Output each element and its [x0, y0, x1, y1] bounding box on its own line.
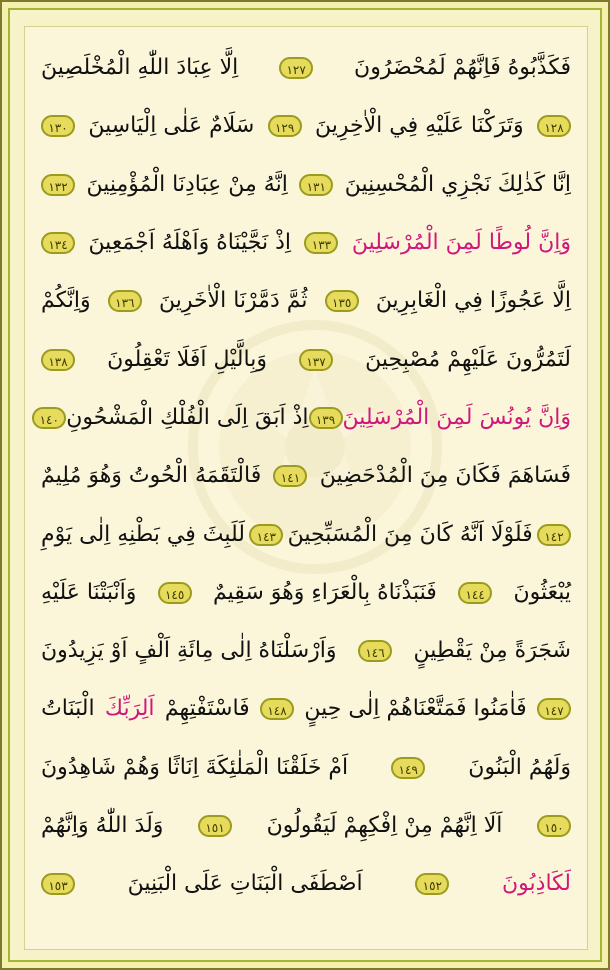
verse-text: يُبْعَثُونَ: [513, 579, 571, 605]
ayah-number-marker: ١٢٩: [268, 115, 302, 137]
verse-text: اِذْ اَبَقَ اِلَى الْفُلْكِ الْمَشْحُونِ: [66, 404, 309, 430]
text-line: [25, 739, 587, 797]
ayah-number-marker: ١٣٢: [41, 174, 75, 196]
ayah-number-marker: ١٣٠: [41, 115, 75, 137]
ayah-number-marker: ١٥٣: [41, 873, 75, 895]
ayah-number-marker: ١٣٤: [41, 232, 75, 254]
highlighted-verse-text: لَكَاذِبُونَ: [502, 871, 571, 897]
text-line: [25, 39, 587, 97]
verse-text: اِلَّا عِبَادَ اللّٰهِ الْمُخْلَصِينَ: [41, 55, 239, 81]
highlighted-verse-text: وَاِنَّ يُونُسَ لَمِنَ الْمُرْسَلِينَ: [342, 404, 571, 430]
ayah-number-marker: ١٥٠: [537, 815, 571, 837]
verse-text: وَاَنْبَتْنَا عَلَيْهِ: [41, 579, 137, 605]
text-line: [25, 505, 587, 563]
text-line: [25, 272, 587, 330]
ayah-number-marker: ١٣٦: [108, 290, 142, 312]
ayah-number-marker: ١٣١: [299, 174, 333, 196]
ayah-number-marker: ١٤٩: [391, 757, 425, 779]
verse-text: فَكَذَّبُوهُ فَاِنَّهُمْ لَمُحْضَرُونَ: [354, 55, 571, 81]
verse-text: اِنَّا كَذٰلِكَ نَجْزِي الْمُحْسِنِينَ: [344, 171, 571, 197]
verse-text: فَالْتَقَمَهُ الْحُوتُ وَهُوَ مُلِيمٌ: [41, 463, 262, 489]
ayah-number-marker: ١٢٧: [279, 57, 313, 79]
text-line: [25, 855, 587, 913]
ayah-number-marker: ١٤٠: [32, 407, 66, 429]
text-line: [25, 797, 587, 855]
verse-text: فَنَبَذْنَاهُ بِالْعَرَاءِ وَهُوَ سَقِيمٌ: [212, 579, 437, 605]
verse-text: لَتَمُرُّونَ عَلَيْهِمْ مُصْبِحِينَ: [365, 346, 571, 372]
verse-text: اِنَّهُ مِنْ عِبَادِنَا الْمُؤْمِنِينَ: [86, 171, 288, 197]
verse-text: فَاٰمَنُوا فَمَتَّعْنَاهُمْ اِلٰى حِينٍ: [304, 696, 527, 722]
verse-text: وَتَرَكْنَا عَلَيْهِ فِي الْاٰخِرِينَ: [314, 113, 524, 139]
verse-text: وَاِنَّكُمْ: [41, 288, 91, 314]
ayah-number-marker: ١٥١: [198, 815, 232, 837]
ayah-number-marker: ١٣٧: [299, 349, 333, 371]
text-line: [25, 97, 587, 155]
verse-text: اَلَا اِنَّهُمْ مِنْ اِفْكِهِمْ لَيَقُولُونَ: [266, 813, 503, 838]
ayah-number-marker: ١٥٢: [415, 873, 449, 895]
ayah-number-marker: ١٣٣: [304, 232, 338, 254]
verse-text: شَجَرَةً مِنْ يَقْطِينٍ: [413, 638, 571, 664]
text-line: [25, 622, 587, 680]
verse-text: اِلَّا عَجُوزًا فِي الْغَابِرِينَ: [375, 288, 571, 314]
ayah-number-marker: ١٤٥: [158, 582, 192, 604]
text-lines: [25, 39, 587, 913]
verse-text: اَصْطَفَى الْبَنَاتِ عَلَى الْبَنِينَ: [127, 871, 363, 897]
ayah-number-marker: ١٤١: [273, 465, 307, 487]
text-line: [25, 680, 587, 738]
verse-text: وَلَدَ اللّٰهُ وَاِنَّهُمْ: [41, 813, 164, 838]
highlighted-verse-text: وَاِنَّ لُوطًا لَمِنَ الْمُرْسَلِينَ: [351, 230, 571, 256]
verse-text: فَلَوْلَا اَنَّهُ كَانَ مِنَ الْمُسَبِّحِينَ: [287, 521, 533, 547]
verse-text: سَلَامٌ عَلٰى اِلْيَاسِينَ: [88, 113, 255, 139]
ayah-number-marker: ١٤٤: [458, 582, 492, 604]
verse-text: فَاسْتَفْتِهِمْ: [164, 696, 250, 722]
mushaf-page: [24, 26, 588, 950]
ayah-number-marker: ١٤٨: [260, 698, 294, 720]
ayah-number-marker: ١٤٦: [358, 640, 392, 662]
verse-text: ثُمَّ دَمَّرْنَا الْاٰخَرِينَ: [158, 288, 308, 314]
ayah-number-marker: ١٢٨: [537, 115, 571, 137]
ayah-number-marker: ١٣٨: [41, 349, 75, 371]
highlighted-verse-text: اَلِرَبِّكَ: [104, 696, 155, 722]
verse-text: اِذْ نَجَّيْنَاهُ وَاَهْلَهُ اَجْمَعِينَ: [88, 230, 292, 256]
verse-text: وَلَهُمُ الْبَنُونَ: [468, 754, 571, 780]
ayah-number-marker: ١٤٣: [249, 524, 283, 546]
text-line: [25, 156, 587, 214]
verse-text: وَبِالَّيْلِ اَفَلَا تَعْقِلُونَ: [107, 346, 267, 372]
verse-text: فَسَاهَمَ فَكَانَ مِنَ الْمُدْحَضِينَ: [319, 463, 571, 489]
verse-text: وَاَرْسَلْنَاهُ اِلٰى مِائَةِ اَلْفٍ اَوْ يَزِيدُونَ: [41, 638, 337, 664]
text-line: [25, 389, 587, 447]
ayah-number-marker: ١٤٢: [537, 524, 571, 546]
text-line: [25, 330, 587, 388]
verse-text: الْبَنَاتُ: [41, 696, 95, 722]
verse-text: لَلَبِثَ فِي بَطْنِهِ اِلٰى يَوْمِ: [41, 521, 245, 547]
text-line: [25, 564, 587, 622]
verse-text: اَمْ خَلَقْنَا الْمَلٰئِكَةَ اِنَاثًا وَهُمْ شَاهِدُونَ: [41, 754, 349, 780]
ayah-number-marker: ١٣٩: [309, 407, 343, 429]
ayah-number-marker: ١٣٥: [325, 290, 359, 312]
text-line: [25, 447, 587, 505]
text-line: [25, 214, 587, 272]
ayah-number-marker: ١٤٧: [537, 698, 571, 720]
